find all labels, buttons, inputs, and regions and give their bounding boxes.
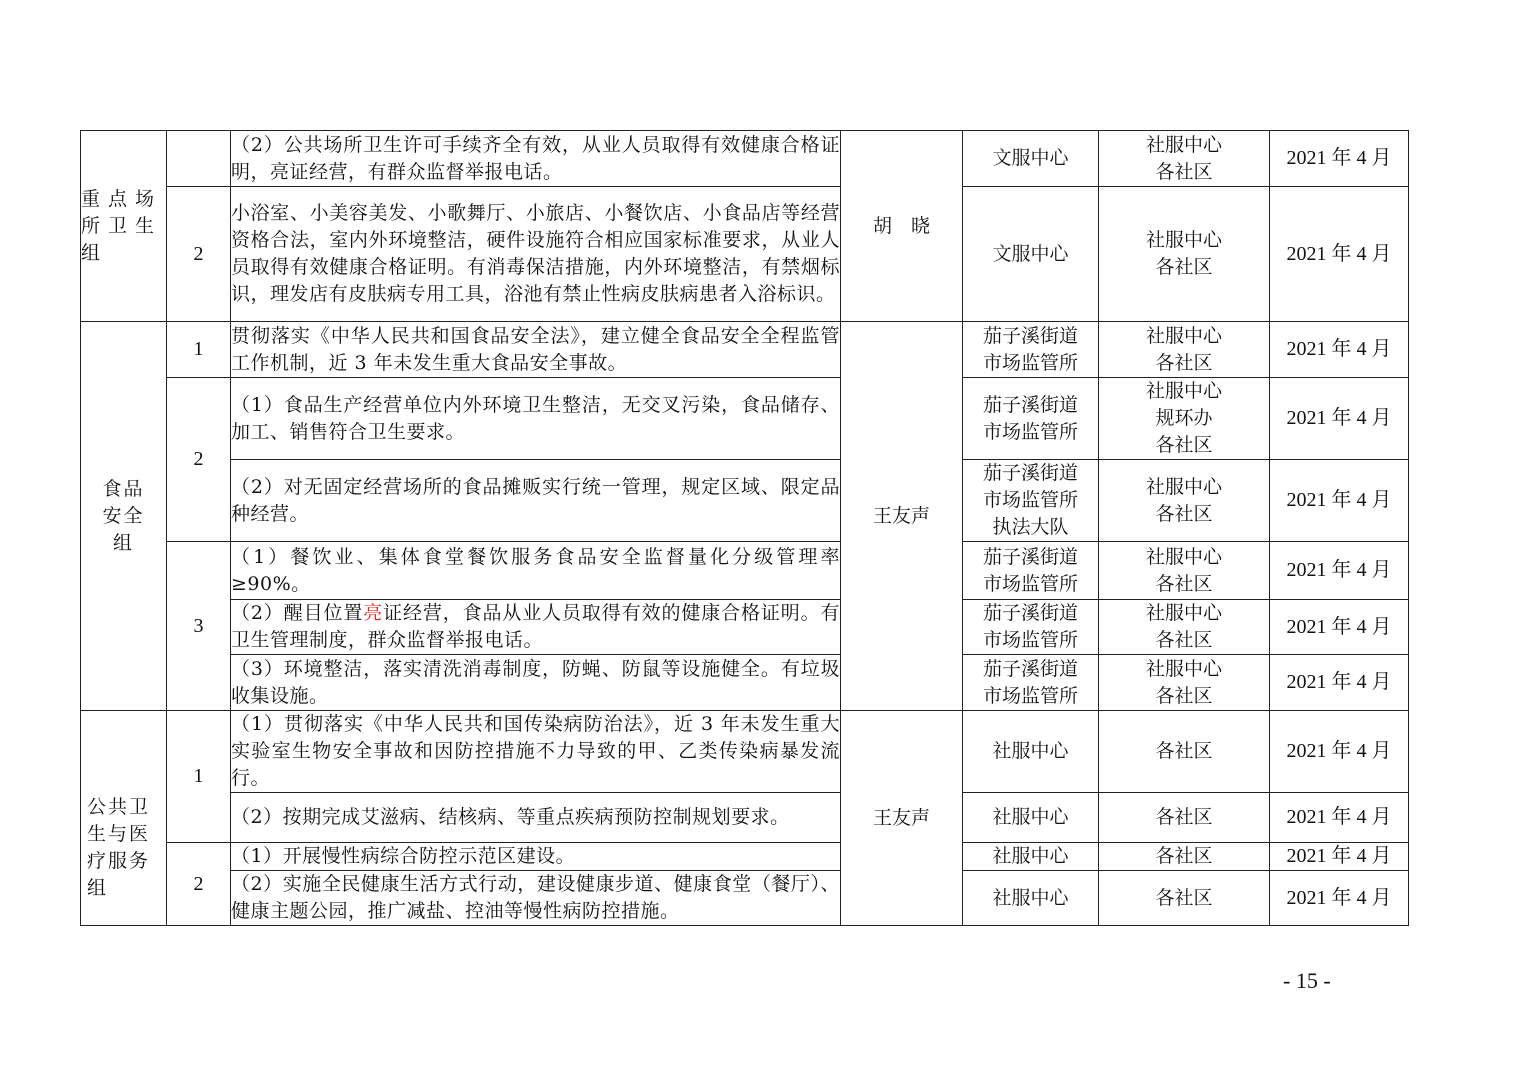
coop-unit: 各社区 [1099, 711, 1270, 793]
coop-unit: 社服中心 各社区 [1099, 600, 1270, 655]
deadline: 2021 年 4 月 [1270, 187, 1409, 322]
coop-unit: 社服中心 各社区 [1099, 460, 1270, 542]
requirement-text: （1）餐饮业、集体食堂餐饮服务食品安全监督量化分级管理率≥90%。 [231, 542, 841, 600]
table-row [81, 600, 1409, 655]
lead-unit: 文服中心 [963, 131, 1099, 187]
requirement-text-pre: （2）醒目位置 [231, 602, 364, 624]
deadline: 2021 年 4 月 [1270, 322, 1409, 378]
lead-unit: 茄子溪街道 市场监管所 [963, 655, 1099, 711]
coop-unit: 社服中心 各社区 [1099, 322, 1270, 378]
deadline: 2021 年 4 月 [1270, 871, 1409, 926]
item-number: 2 [167, 843, 231, 926]
lead-unit: 文服中心 [963, 187, 1099, 322]
lead-unit: 社服中心 [963, 793, 1099, 843]
item-number: 1 [167, 322, 231, 378]
deadline: 2021 年 4 月 [1270, 600, 1409, 655]
responsible-person: 胡 晓 [841, 131, 963, 322]
group-name: 食品安全组 [81, 322, 167, 711]
requirement-text: （2）按期完成艾滋病、结核病、等重点疾病预防控制规划要求。 [231, 793, 841, 843]
requirement-text: （1）食品生产经营单位内外环境卫生整洁，无交叉污染，食品储存、加工、销售符合卫生要求。 [231, 378, 841, 460]
item-number: 1 [167, 711, 231, 843]
deadline: 2021 年 4 月 [1270, 131, 1409, 187]
coop-unit: 各社区 [1099, 871, 1270, 926]
deadline: 2021 年 4 月 [1270, 378, 1409, 460]
responsible-person: 王友声 [841, 322, 963, 711]
lead-unit: 茄子溪街道 市场监管所 执法大队 [963, 460, 1099, 542]
lead-unit: 茄子溪街道 市场监管所 [963, 378, 1099, 460]
coop-unit: 社服中心 各社区 [1099, 131, 1270, 187]
deadline: 2021 年 4 月 [1270, 711, 1409, 793]
lead-unit: 茄子溪街道 市场监管所 [963, 322, 1099, 378]
responsible-person: 王友声 [841, 711, 963, 926]
item-number: 2 [167, 187, 231, 322]
deadline: 2021 年 4 月 [1270, 793, 1409, 843]
requirement-text: （2）对无固定经营场所的食品摊贩实行统一管理，规定区域、限定品种经营。 [231, 460, 841, 542]
table-row [81, 711, 1409, 793]
table-row [81, 460, 1409, 542]
requirement-text-highlight: 亮 [363, 602, 384, 624]
requirement-text: （2）公共场所卫生许可手续齐全有效，从业人员取得有效健康合格证明，亮证经营，有群众监督举报电话。 [231, 131, 841, 187]
requirement-text: 小浴室、小美容美发、小歌舞厅、小旅店、小餐饮店、小食品店等经营资格合法，室内外环境整洁，硬件设施符合相应国家标准要求，从业人员取得有效健康合格证明。有消毒保洁措施，内外环境整洁，有禁烟标识，理发店有皮肤病专用工具，浴池有禁止性病皮肤病患者入浴标识。 [231, 187, 841, 322]
coop-unit: 各社区 [1099, 843, 1270, 871]
requirement-text: （3）环境整洁，落实清洗消毒制度，防蝇、防鼠等设施健全。有垃圾收集设施。 [231, 655, 841, 711]
coop-unit: 社服中心 各社区 [1099, 542, 1270, 600]
requirement-text-post: 证经营，食品从业人员取得有效的健康合格证明。有卫生管理制度，群众监督举报电话。 [231, 602, 840, 651]
table-row [81, 793, 1409, 843]
item-number [167, 131, 231, 187]
requirement-text: （1）贯彻落实《中华人民共和国传染病防治法》，近 3 年未发生重大实验室生物安全事故和因防控措施不力导致的甲、乙类传染病暴发流行。 [231, 711, 841, 793]
lead-unit: 茄子溪街道 市场监管所 [963, 542, 1099, 600]
item-number: 3 [167, 542, 231, 711]
table-row [81, 655, 1409, 711]
deadline: 2021 年 4 月 [1270, 460, 1409, 542]
coop-unit: 社服中心 规环办 各社区 [1099, 378, 1270, 460]
lead-unit: 社服中心 [963, 871, 1099, 926]
coop-unit: 社服中心 各社区 [1099, 187, 1270, 322]
lead-unit: 社服中心 [963, 843, 1099, 871]
page-number: - 15 - [1283, 968, 1331, 993]
table-row [81, 187, 1409, 322]
table-row [81, 131, 1409, 187]
lead-unit: 茄子溪街道 市场监管所 [963, 600, 1099, 655]
deadline: 2021 年 4 月 [1270, 843, 1409, 871]
requirement-text [231, 600, 841, 655]
coop-unit: 各社区 [1099, 793, 1270, 843]
table-row [81, 322, 1409, 378]
deadline: 2021 年 4 月 [1270, 655, 1409, 711]
table-row [81, 378, 1409, 460]
lead-unit: 社服中心 [963, 711, 1099, 793]
task-table [80, 130, 1409, 926]
requirement-text: 贯彻落实《中华人民共和国食品安全法》，建立健全食品安全全程监管工作机制，近 3 年未发生重大食品安全事故。 [231, 322, 841, 378]
coop-unit: 社服中心 各社区 [1099, 655, 1270, 711]
table-row [81, 843, 1409, 871]
item-number: 2 [167, 378, 231, 542]
group-name: 重点场所卫生组 [81, 131, 167, 322]
requirement-text: （1）开展慢性病综合防控示范区建设。 [231, 843, 841, 871]
group-name: 公共卫生与医疗服务组 [81, 711, 167, 926]
table-row [81, 871, 1409, 926]
deadline: 2021 年 4 月 [1270, 542, 1409, 600]
table-row [81, 542, 1409, 600]
requirement-text: （2）实施全民健康生活方式行动，建设健康步道、健康食堂（餐厅）、健康主题公园，推广减盐、控油等慢性病防控措施。 [231, 871, 841, 926]
